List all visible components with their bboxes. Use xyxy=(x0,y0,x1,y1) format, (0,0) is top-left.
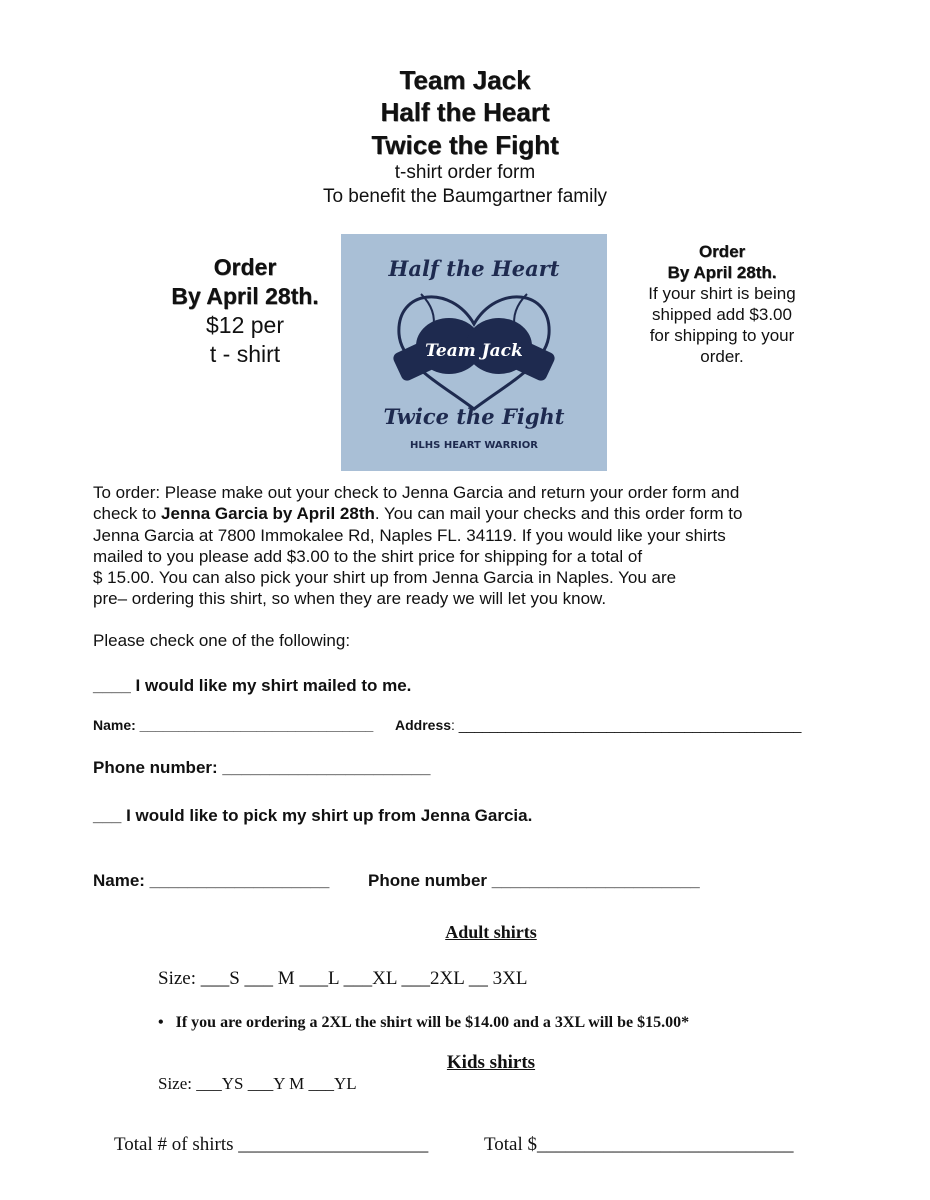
title-line-1: Team Jack xyxy=(399,65,531,95)
kids-shirts-heading: Kids shirts xyxy=(446,1052,536,1073)
bullet-icon: • xyxy=(158,1014,164,1031)
benefit-line: To benefit the Baumgartner family xyxy=(322,186,608,207)
right-order-label: Order xyxy=(698,242,746,261)
adult-shirts-heading: Adult shirts xyxy=(445,922,537,942)
left-order-note xyxy=(150,253,340,369)
title-line-3: Twice the Fight xyxy=(371,130,559,160)
left-order-label: Order xyxy=(213,254,277,280)
logo-bottom-text: Twice the Fight xyxy=(383,404,565,429)
instruction-fragment: check to xyxy=(93,504,162,524)
logo-top-text: Half the Heart xyxy=(388,256,560,281)
instruction-line: To order: Please make out your check to Jenna Garcia and return your order form and xyxy=(93,483,740,502)
adult-size-selection[interactable]: Size: ___S ___ M ___L ___XL ___2XL __ 3XL xyxy=(158,968,528,989)
team-jack-logo xyxy=(341,234,607,471)
option-pickup-checkbox[interactable]: ___ I would like to pick my shirt up from Jenna Garcia. xyxy=(93,806,533,825)
shipping-note-line: If your shirt is being xyxy=(648,284,796,303)
logo-center-text: Team Jack xyxy=(425,341,523,361)
instruction-line: $ 15.00. You can also pick your shirt up from Jenna Garcia in Naples. You are xyxy=(93,568,677,588)
deadline-highlight: Jenna Garcia by April 28th xyxy=(161,504,375,524)
mail-address-field[interactable] xyxy=(395,714,801,736)
logo-graphic xyxy=(341,234,607,471)
left-price: $12 per xyxy=(205,312,284,338)
instruction-line: pre– ordering this shirt, so when they are ready we will let you know. xyxy=(93,589,607,609)
address-label: Address xyxy=(395,717,452,733)
instruction-line: mailed to you please add $3.00 to the shirt price for shipping for a total of xyxy=(93,546,643,566)
option-mail-checkbox[interactable]: ____ I would like my shirt mailed to me. xyxy=(93,676,412,695)
shipping-note-line: order. xyxy=(700,347,744,366)
kids-size-selection[interactable]: Size: ___YS ___Y M ___YL xyxy=(158,1074,357,1093)
left-unit: t - shirt xyxy=(209,341,281,367)
mail-phone-field[interactable]: Phone number: ______________________ xyxy=(93,758,431,777)
check-prompt: Please check one of the following: xyxy=(93,631,351,650)
instruction-line: Jenna Garcia at 7800 Immokalee Rd, Naples FL. 34119. If you would like your shirts xyxy=(93,525,726,545)
address-blank: : ____________________________________________ xyxy=(451,717,802,733)
right-deadline: By April 28th. xyxy=(667,263,777,282)
form-subtitle: t-shirt order form xyxy=(394,162,536,183)
left-deadline: By April 28th. xyxy=(171,283,319,309)
shipping-note-line: shipped add $3.00 xyxy=(652,305,792,324)
order-instructions xyxy=(93,482,883,610)
shipping-note-line: for shipping to your xyxy=(649,326,795,345)
instruction-fragment: . You can mail your checks and this order form to xyxy=(374,504,743,524)
title-line-2: Half the Heart xyxy=(380,97,550,127)
right-order-note xyxy=(622,241,822,367)
instruction-line xyxy=(93,503,883,524)
mail-name-field[interactable]: Name: ______________________________ xyxy=(93,717,374,733)
logo-footer-text: HLHS HEART WARRIOR xyxy=(410,440,538,451)
price-note-text: If you are ordering a 2XL the shirt will be $14.00 and a 3XL will be $15.00* xyxy=(175,1014,690,1031)
pickup-name-field[interactable]: Name: ___________________ xyxy=(93,871,330,890)
total-amount-field[interactable]: Total $___________________________ xyxy=(484,1134,794,1155)
adult-price-note xyxy=(158,1014,689,1032)
total-shirts-field[interactable]: Total # of shirts ____________________ xyxy=(114,1134,429,1155)
pickup-phone-field[interactable]: Phone number ______________________ xyxy=(368,871,700,890)
